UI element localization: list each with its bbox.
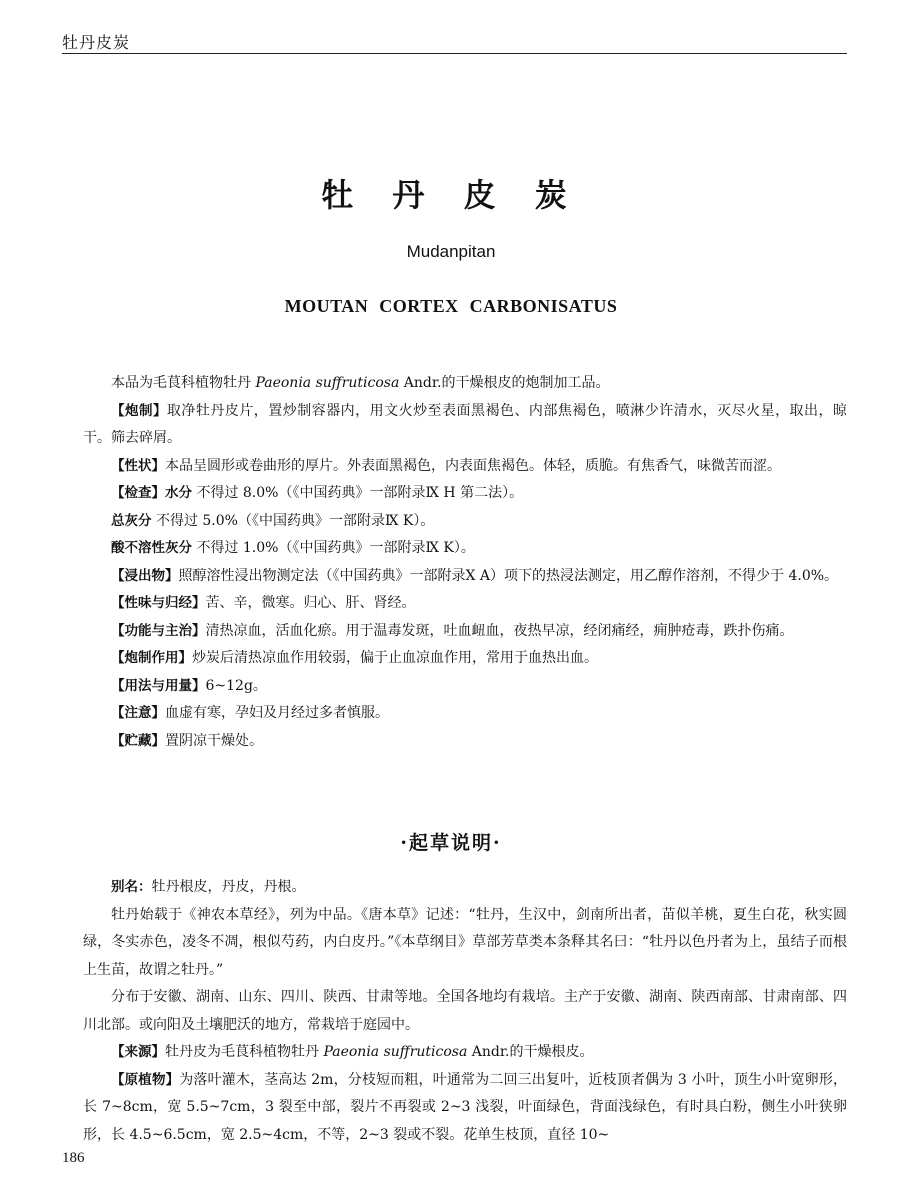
plant-paragraph: 【原植物】为落叶灌木，茎高达 2m，分枝短而粗，叶通常为二回三出复叶，近枝顶者偶为 3 小叶，顶生小叶宽卵形，长 7~8cm，宽 5.5~7cm，3 裂至中部，裂片不再裂或 2~3 浅裂，叶面绿色，背面浅绿色，有时具白粉，侧生小叶狭卵形，长 4.5~6.5cm，宽 2.5~4cm，不等，2~3 裂或不裂。花单生枝顶，直径 10~ xyxy=(83,1071,847,1143)
drafting-notes-title: ·起草说明· xyxy=(400,832,502,854)
distribution-paragraph: 分布于安徽、湖南、山东、四川、陕西、甘肃等地。全国各地均有栽培。主产于安徽、湖南、陕西南部、甘肃南部、四川北部。或向阳及土壤肥沃的地方，常栽培于庭园中。 xyxy=(83,989,847,1033)
monograph-body xyxy=(83,370,847,755)
species-name: Paeonia suffruticosa xyxy=(255,375,400,391)
effect-paragraph: 【炮制作用】炒炭后清热凉血作用较弱，偏于止血凉血作用，常用于血热出血。 xyxy=(111,650,598,666)
function-label: 【功能与主治】 xyxy=(111,622,206,639)
nature-label: 【性味与归经】 xyxy=(111,595,206,611)
ash-paragraph: 总灰分 不得过 5.0%（《中国药典》一部附录Ⅸ K）。 xyxy=(111,512,435,529)
storage-paragraph: 【贮藏】置阴凉干燥处。 xyxy=(111,732,263,749)
acid-ash-paragraph: 酸不溶性灰分 不得过 1.0%（《中国药典》一部附录Ⅸ K）。 xyxy=(111,540,475,556)
check-paragraph: 【检查】水分 不得过 8.0%（《中国药典》一部附录Ⅸ H 第二法）。 xyxy=(111,485,524,501)
description-label: 【性状】 xyxy=(111,457,165,474)
page-number: 186 xyxy=(62,1150,85,1166)
source-species-name: Paeonia suffruticosa xyxy=(323,1044,468,1060)
processing-label: 【炮制】 xyxy=(111,402,167,419)
extract-paragraph: 【浸出物】照醇溶性浸出物测定法（《中国药典》一部附录Ⅹ A）项下的热浸法测定，用乙醇作溶剂，不得少于 4.0%。 xyxy=(111,567,839,584)
caution-paragraph: 【注意】血虚有寒，孕妇及月经过多者慎服。 xyxy=(111,705,389,721)
dosage-label: 【用法与用量】 xyxy=(111,677,206,694)
caution-label: 【注意】 xyxy=(111,705,165,721)
processing-paragraph: 【炮制】取净牡丹皮片，置炒制容器内，用文火炒至表面黑褐色、内部焦褐色，喷淋少许清水，灭尽火星，取出，晾干。筛去碎屑。 xyxy=(83,402,847,446)
dosage-paragraph: 【用法与用量】6~12g。 xyxy=(111,677,267,694)
running-header: 牡丹皮炭 xyxy=(62,33,131,52)
source-paragraph: 【来源】牡丹皮为毛茛科植物牡丹 Paeonia suffruticosa Andr.的干燥根皮。 xyxy=(111,1044,594,1060)
check-label: 【检查】 xyxy=(111,485,165,501)
plant-label: 【原植物】 xyxy=(111,1071,180,1088)
acid-ash-label: 酸不溶性灰分 xyxy=(111,540,192,556)
ash-label: 总灰分 xyxy=(111,512,152,529)
alias-paragraph: 别名：牡丹根皮，丹皮，丹根。 xyxy=(111,879,306,895)
monograph-title: 牡 丹 皮 炭 xyxy=(321,176,581,214)
source-label: 【来源】 xyxy=(111,1044,165,1060)
function-paragraph: 【功能与主治】清热凉血，活血化瘀。用于温毒发斑，吐血衄血，夜热早凉，经闭痛经，痈肿疮毒，跌扑伤痛。 xyxy=(111,622,794,639)
drafting-notes-body xyxy=(83,874,847,1149)
pinyin-name: Mudanpitan xyxy=(406,242,496,261)
extract-label: 【浸出物】 xyxy=(111,567,179,584)
storage-label: 【贮藏】 xyxy=(111,732,165,749)
alias-label: 别名： xyxy=(111,879,152,895)
intro-paragraph: 本品为毛茛科植物牡丹 Paeonia suffruticosa Andr.的干燥根皮的炮制加工品。 xyxy=(111,375,610,391)
nature-paragraph: 【性味与归经】苦、辛，微寒。归心、肝、肾经。 xyxy=(111,595,416,611)
latin-name: MOUTAN CORTEX CARBONISATUS xyxy=(284,296,618,316)
history-paragraph: 牡丹始载于《神农本草经》，列为中品。《唐本草》记述：“牡丹，生汉中，剑南所出者，苗似羊桃，夏生白花，秋实圆绿，冬实赤色，凌冬不凋，根似芍药，内白皮丹。”《本草纲目》草部芳草类本条释其名曰：“牡丹以色丹者为上，虽结子而根上生苗，故谓之牡丹。” xyxy=(83,906,847,978)
description-paragraph: 【性状】本品呈圆形或卷曲形的厚片。外表面黑褐色，内表面焦褐色。体轻，质脆。有焦香气，味微苦而涩。 xyxy=(111,457,781,474)
effect-label: 【炮制作用】 xyxy=(111,650,192,666)
water-label: 水分 xyxy=(165,485,192,501)
header-rule xyxy=(62,53,847,54)
